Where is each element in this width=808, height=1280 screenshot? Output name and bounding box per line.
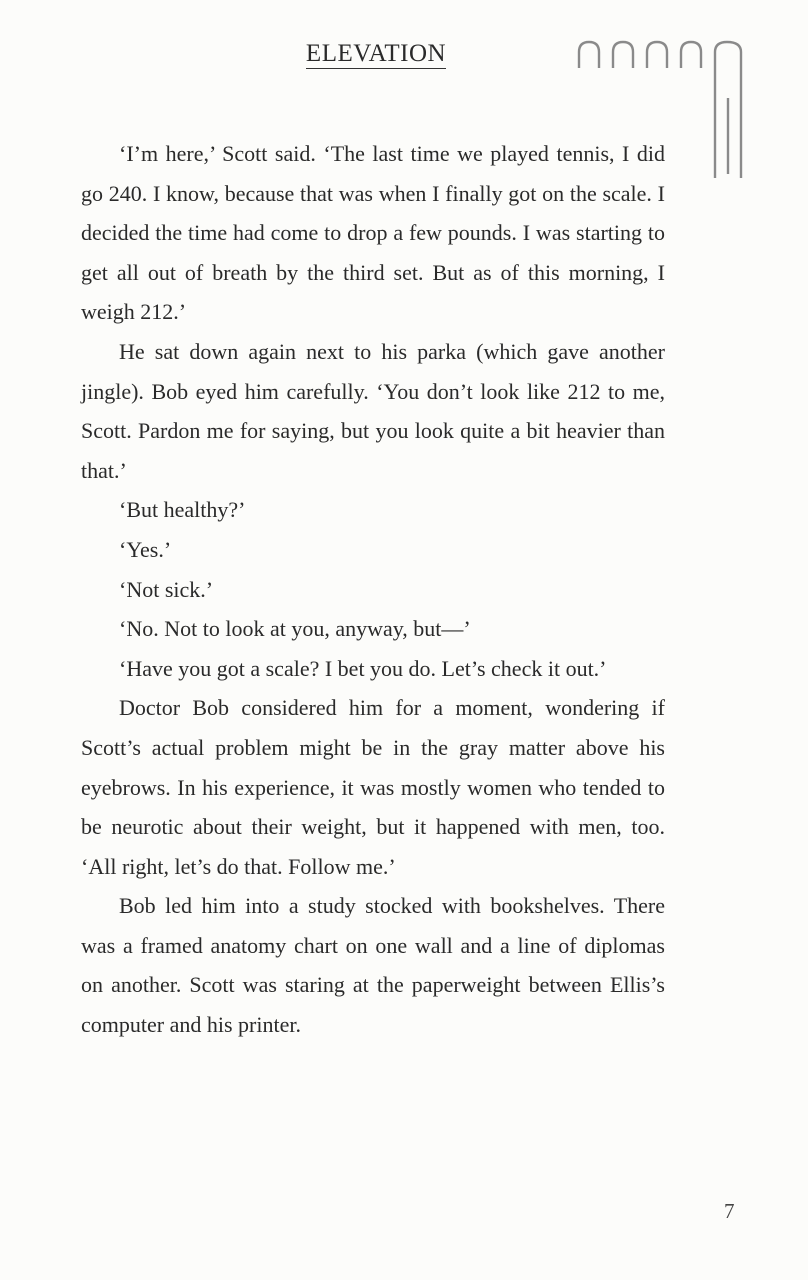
paragraph-5: ‘Not sick.’ bbox=[119, 576, 214, 602]
paragraph-8: Doctor Bob considered him for a moment, wondering if Scott’s actual problem might be in the gray matter above his eyebrows. In his experience, it was mostly women who tended to be neurotic about their weight, but it happened with men, too. ‘All right, let’s do that. Follow me.’ bbox=[81, 695, 665, 879]
paragraph-4: ‘Yes.’ bbox=[119, 536, 172, 562]
page-number: 7 bbox=[724, 1199, 735, 1223]
running-head-text: ELEVATION bbox=[305, 40, 447, 67]
paragraph-2: He sat down again next to his parka (which gave another jingle). Bob eyed him carefully. ‘You don’t look like 212 to me, Scott. Pardon me for saying, but you look quite a bit heavier than that.’ bbox=[81, 338, 665, 483]
paragraph-6: ‘No. Not to look at you, anyway, but—’ bbox=[119, 616, 471, 642]
paragraph-9: Bob led him into a study stocked with bookshelves. There was a framed anatomy chart on one wall and a line of diplomas on another. Scott was staring at the paperweight between Ellis’s computer and his printer. bbox=[81, 893, 665, 1038]
paragraph-3: ‘But healthy?’ bbox=[119, 497, 246, 523]
paragraph-7: ‘Have you got a scale? I bet you do. Let’s check it out.’ bbox=[119, 655, 607, 681]
paragraph-1: ‘I’m here,’ Scott said. ‘The last time we played tennis, I did go 240. I know, because that was when I finally got on the scale. I decided the time had come to drop a few pounds. I was starting to get all out of breath by the third set. But as of this morning, I weigh 212.’ bbox=[81, 141, 665, 325]
body-text bbox=[81, 134, 665, 1045]
